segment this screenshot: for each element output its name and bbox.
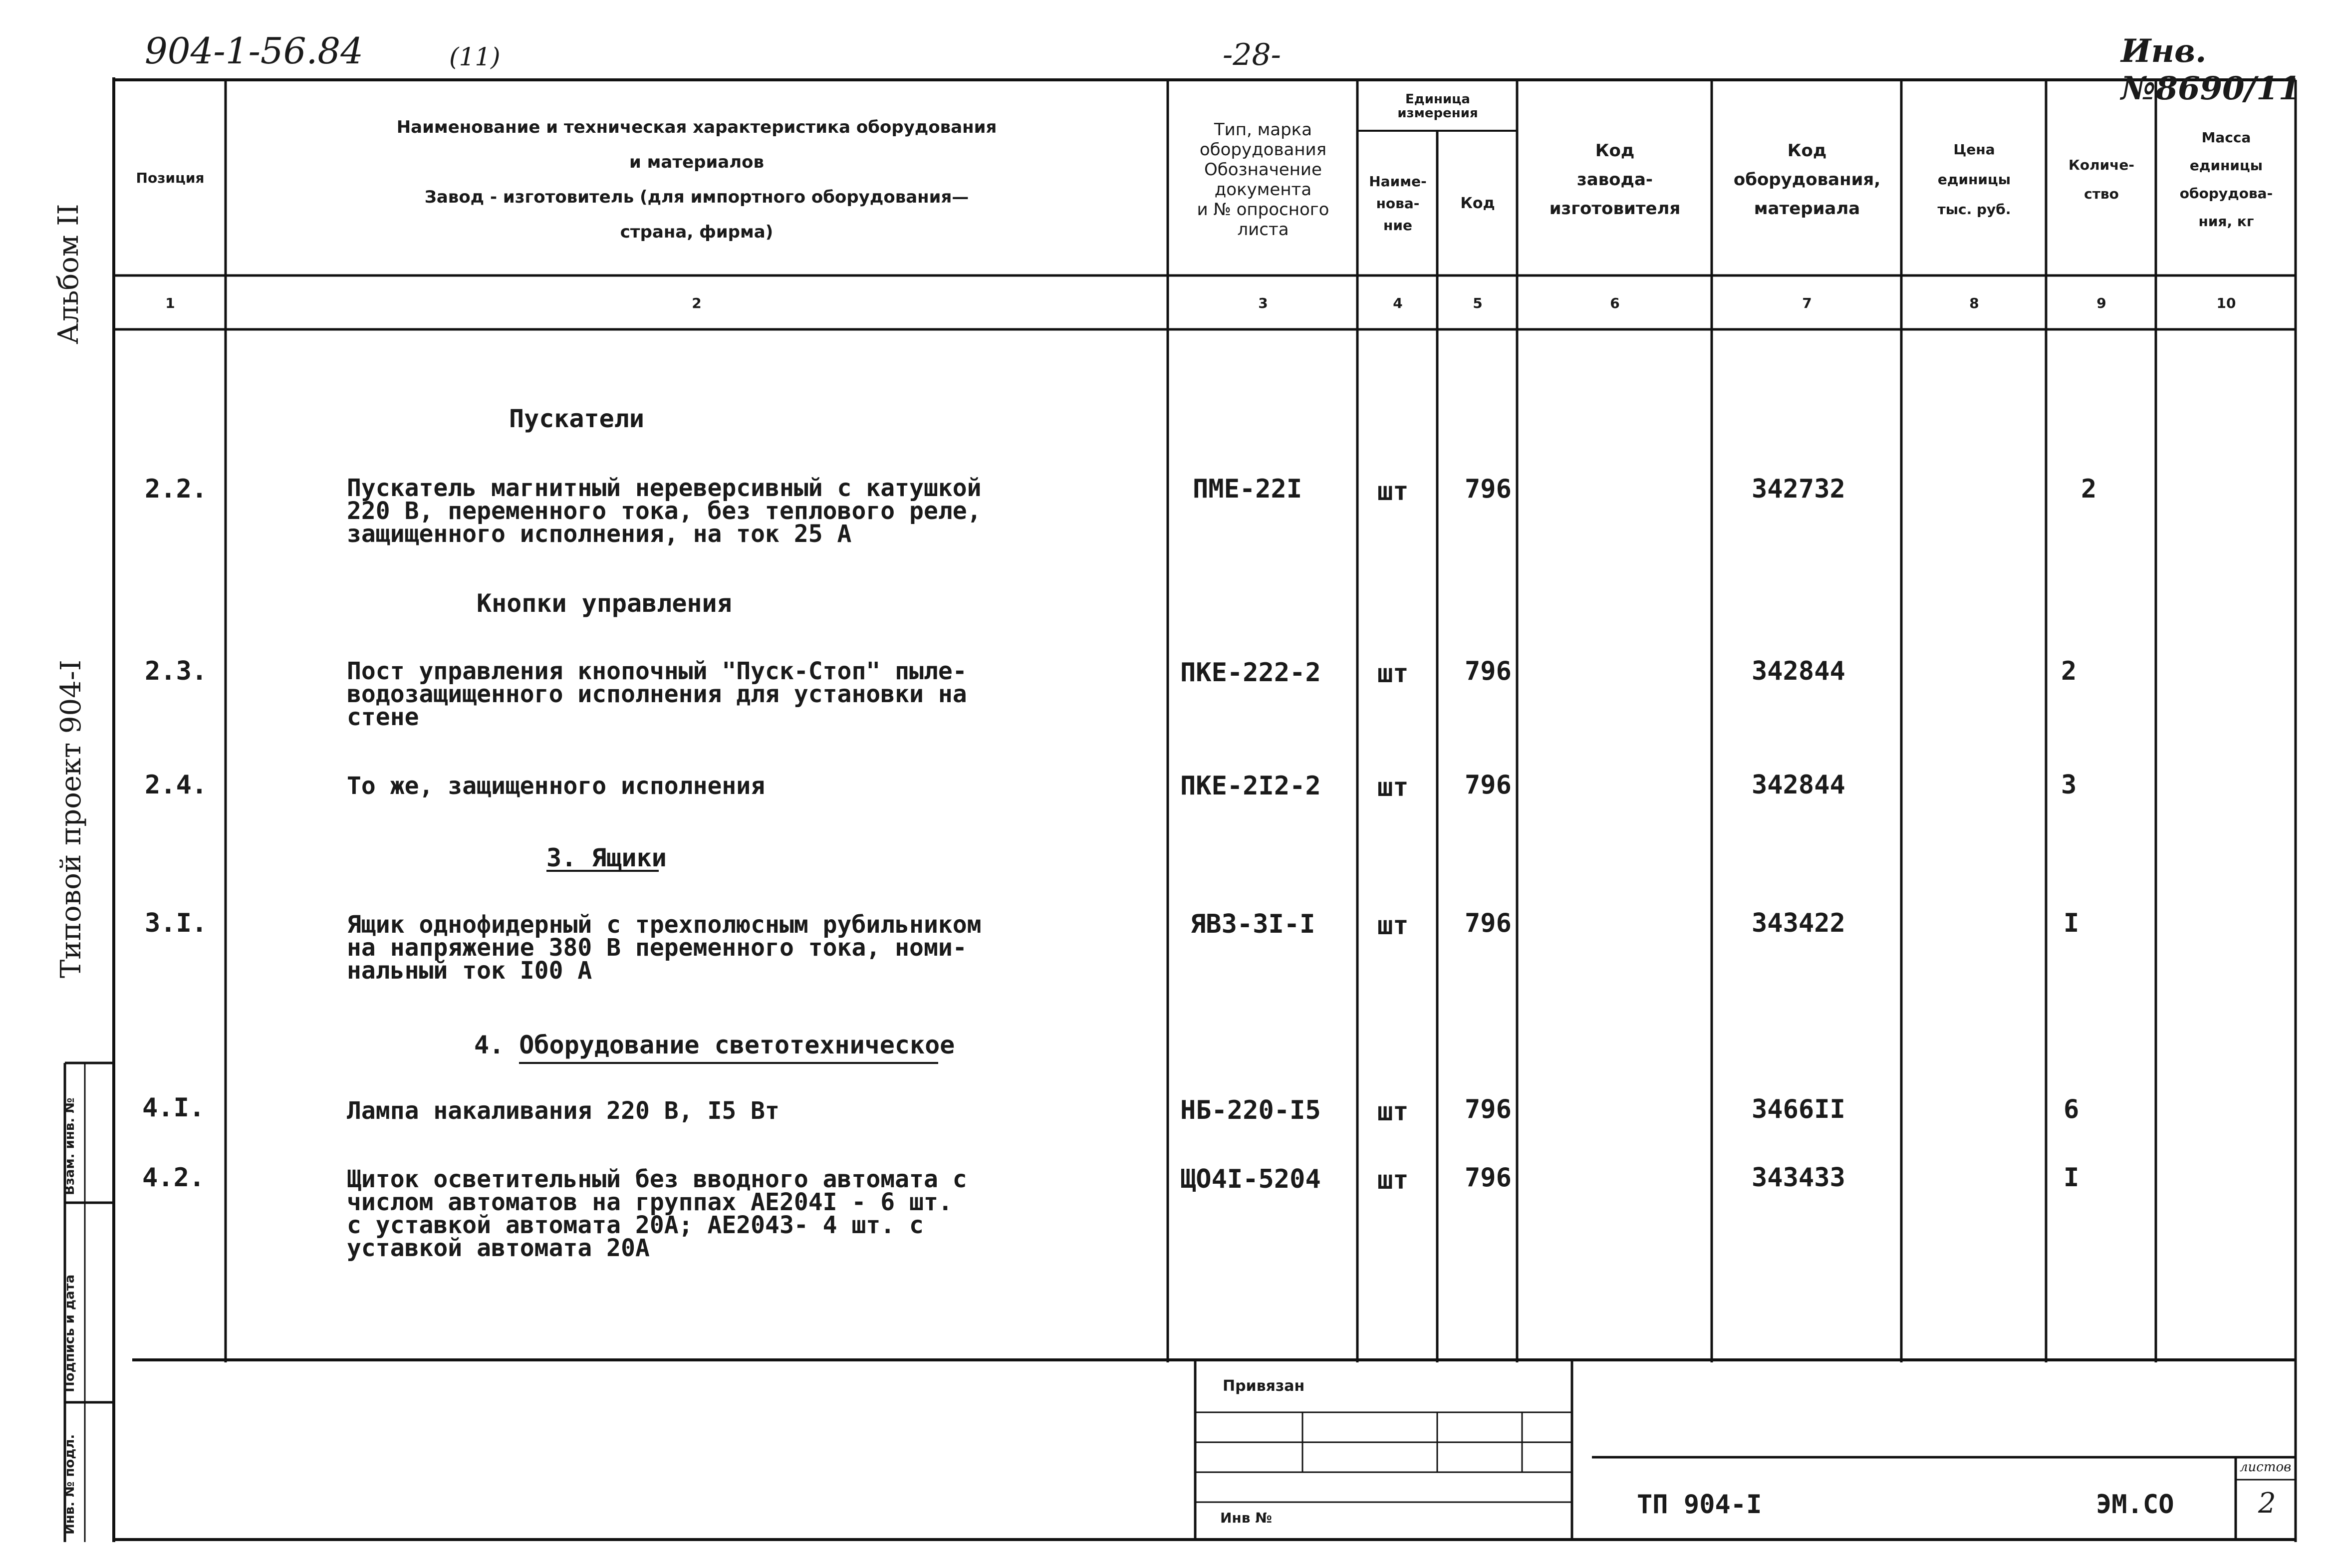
table-row-qty: 3 <box>2061 770 2077 800</box>
header-name: Наименование и техническая характеристика оборудования и материалов Завод - изготовитель (для импортного оборудования— страна, фирма) <box>396 117 997 242</box>
sheet-count-label: листов <box>2240 1460 2292 1475</box>
table-row-unit: шт <box>1377 911 1409 941</box>
table-row-unit-code: 796 <box>1465 474 1512 504</box>
sheet-count-value: 2 <box>2258 1487 2276 1520</box>
table-row-unit-code: 796 <box>1465 1163 1512 1193</box>
table-row-unit-code: 796 <box>1465 908 1512 938</box>
table-row-position: 4.I. <box>142 1093 205 1123</box>
col-number-7: 7 <box>1802 294 1812 311</box>
page-number: -28- <box>1223 37 1281 72</box>
header-unit-price: Цена единицы тыс. руб. <box>1937 141 2011 218</box>
table-row-name: То же, защищенного исполнения <box>347 772 766 800</box>
title-block-mark: ЭМ.СО <box>2096 1490 2174 1520</box>
table-row-name: Щиток осветительный без вводного автомата с числом автоматов на группах АЕ204I - 6 шт. с уставкой автомата 20А; АЕ2043- 4 шт. с уставкой автомата 20А <box>347 1165 967 1262</box>
header-plant-code: Код завода- изготовителя <box>1549 141 1681 219</box>
album-label: Альбом II <box>52 204 85 344</box>
table-row-qty: 6 <box>2064 1094 2079 1124</box>
header-position: Позиция <box>136 170 205 187</box>
table-row-type: ПКЕ-2I2-2 <box>1180 771 1321 801</box>
project-label: Типовой проект 904-I <box>55 660 87 978</box>
table-row-unit: шт <box>1377 773 1409 802</box>
header-equipment-code: Код оборудования, материала <box>1733 141 1881 219</box>
table-row-code: 3466II <box>1752 1094 1845 1124</box>
table-row-type: ПКЕ-222-2 <box>1180 658 1321 688</box>
table-row-unit: шт <box>1377 1165 1409 1195</box>
col-number-1: 1 <box>165 294 175 311</box>
table-row-name: Лампа накаливания 220 В, I5 Вт <box>347 1097 779 1125</box>
table-row-code: 342844 <box>1752 770 1845 800</box>
document-subcode: (11) <box>449 42 501 71</box>
table-row-unit: шт <box>1377 477 1409 507</box>
title-block-designation: ТП 904-I <box>1637 1490 1762 1520</box>
header-unit-group: Единица измерения <box>1397 91 1478 121</box>
section-control-buttons: Кнопки управления <box>477 589 732 618</box>
document-code: 904-1-56.84 <box>145 30 364 72</box>
col-number-10: 10 <box>2216 294 2236 311</box>
table-row-type: ПМЕ-22I <box>1193 474 1302 504</box>
table-row-qty: I <box>2064 908 2079 938</box>
table-row-unit: шт <box>1377 659 1409 689</box>
inventory-number: Инв.№8690/11 <box>2121 32 2301 107</box>
section-starters: Пускатели <box>509 404 644 433</box>
table-row-qty: 2 <box>2061 656 2077 686</box>
table-row-code: 343433 <box>1752 1163 1845 1193</box>
table-row-unit-code: 796 <box>1465 1094 1512 1124</box>
table-row-position: 4.2. <box>142 1163 205 1193</box>
stamp-inv-label: Инв № <box>1220 1510 1272 1526</box>
col-number-6: 6 <box>1610 294 1620 311</box>
header-mass: Масса единицы оборудова- ния, кг <box>2179 129 2273 230</box>
section-lighting: 4. Оборудование светотехническое <box>474 1031 955 1059</box>
table-row-type: ЩО4I-5204 <box>1180 1164 1321 1194</box>
table-row-qty: I <box>2064 1163 2079 1193</box>
header-unit-code: Код <box>1460 195 1495 213</box>
stamp-inv-original: Инв. № подл. <box>62 1434 77 1535</box>
section-boxes: 3. Ящики <box>546 843 667 872</box>
table-row-type: НБ-220-I5 <box>1180 1095 1321 1125</box>
table-row-position: 2.4. <box>145 770 208 800</box>
col-number-4: 4 <box>1393 294 1403 311</box>
table-row-position: 2.2. <box>145 474 208 504</box>
table-row-qty: 2 <box>2081 474 2097 504</box>
table-row-name: Пускатель магнитный нереверсивный с катушкой 220 В, переменного тока, без теплового реле, защищенного исполнения, на ток 25 А <box>347 474 982 548</box>
col-number-9: 9 <box>2096 294 2106 311</box>
table-row-code: 343422 <box>1752 908 1845 938</box>
stamp-attached-label: Привязан <box>1223 1377 1305 1395</box>
table-row-position: 2.3. <box>145 656 208 686</box>
table-row-name: Ящик однофидерный с трехполюсным рубильником на напряжение 380 В переменного тока, номи- нальный ток I00 А <box>347 911 982 985</box>
col-number-3: 3 <box>1258 294 1268 311</box>
table-row-type: ЯВЗ-3I-I <box>1190 909 1315 939</box>
col-number-5: 5 <box>1473 294 1483 311</box>
col-number-8: 8 <box>1969 294 1979 311</box>
table-row-unit-code: 796 <box>1465 770 1512 800</box>
stamp-replace-inv: Взам. инв. № <box>62 1097 77 1195</box>
stamp-signature-date: Подпись и дата <box>62 1274 77 1392</box>
table-row-unit: шт <box>1377 1097 1409 1127</box>
table-row-code: 342732 <box>1752 474 1845 504</box>
col-number-2: 2 <box>692 294 702 311</box>
header-quantity: Количе- ство <box>2068 157 2135 202</box>
table-row-code: 342844 <box>1752 656 1845 686</box>
table-row-unit-code: 796 <box>1465 656 1512 686</box>
table-row-position: 3.I. <box>145 908 208 938</box>
table-row-name: Пост управления кнопочный "Пуск-Стоп" пыле- водозащищенного исполнения для установки на стене <box>347 657 967 731</box>
header-unit-name: Наиме- нова- ние <box>1369 173 1427 234</box>
header-type: Тип, марка оборудования Обозначение документа и № опросного листа <box>1197 120 1329 240</box>
